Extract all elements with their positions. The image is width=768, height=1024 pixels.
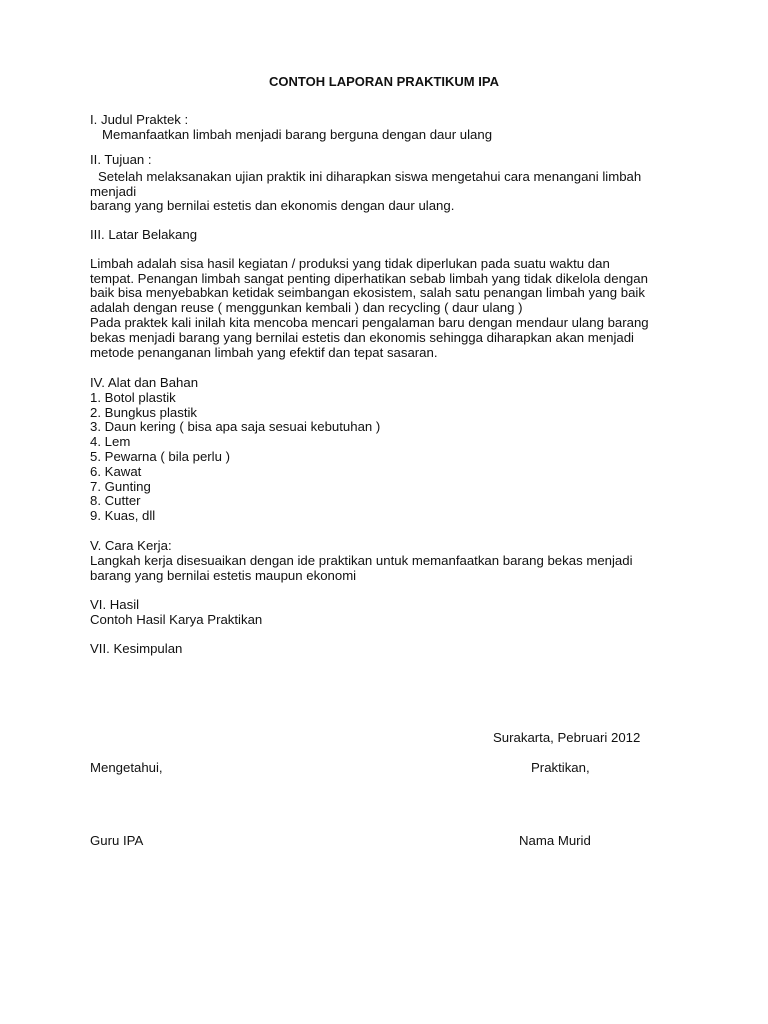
section-kesimpulan <box>90 642 690 657</box>
section-line: barang yang bernilai estetis dan ekonomis dengan daur ulang. <box>90 198 455 214</box>
list-item: 8. Cutter <box>90 493 141 509</box>
section-line: Setelah melaksanakan ujian praktik ini diharapkan siswa mengetahui cara menangani limbah <box>98 168 642 184</box>
list-item: 7. Gunting <box>90 478 151 494</box>
list-item: 3. Daun kering ( bisa apa saja sesuai kebutuhan ) <box>90 419 381 435</box>
section-line: Langkah kerja disesuaikan dengan ide praktikan untuk memanfaatkan barang bekas menjadi <box>90 552 633 568</box>
acknowledged-label: Mengetahui, <box>90 760 163 775</box>
section-line: adalah dengan reuse ( menggunkan kembali ) dan recycling ( daur ulang ) <box>90 300 523 316</box>
section-line: Pada praktek kali inilah kita mencoba mencari pengalaman baru dengan mendaur ulang barang <box>90 314 649 330</box>
section-line: Limbah adalah sisa hasil kegiatan / produksi yang tidak diperlukan pada suatu waktu dan <box>90 255 610 271</box>
section-line: tempat. Penangan limbah sangat penting diperhatikan sebab limbah yang tidak dikelola dengan <box>90 270 648 286</box>
student-name: Nama Murid <box>519 833 591 848</box>
document-title: CONTOH LAPORAN PRAKTIKUM IPA <box>269 74 499 89</box>
section-line: metode penanganan limbah yang efektif dan tepat sasaran. <box>90 344 438 360</box>
section-heading: III. Latar Belakang <box>90 227 198 242</box>
section-hasil <box>90 598 690 628</box>
student-label: Praktikan, <box>531 760 590 775</box>
list-item: 4. Lem <box>90 434 131 450</box>
section-line: barang yang bernilai estetis maupun ekonomi <box>90 567 357 583</box>
list-item: 9. Kuas, dll <box>90 508 156 524</box>
list-item: 1. Botol plastik <box>90 389 176 405</box>
section-heading: VI. Hasil <box>90 597 140 612</box>
section-alat-dan-bahan <box>90 376 690 524</box>
section-cara-kerja <box>90 539 690 583</box>
section-latar-belakang <box>90 228 690 360</box>
section-judul-praktek <box>90 113 690 143</box>
section-heading: I. Judul Praktek : <box>90 112 189 127</box>
section-line: baik bisa menyebabkan ketidak seimbangan ekosistem, salah satu penangan limbah yang baik <box>90 285 645 301</box>
section-text: Memanfaatkan limbah menjadi barang berguna dengan daur ulang <box>102 126 493 142</box>
section-heading: VII. Kesimpulan <box>90 641 183 656</box>
list-item: 5. Pewarna ( bila perlu ) <box>90 448 231 464</box>
teacher-name: Guru IPA <box>90 833 144 848</box>
list-item: 6. Kawat <box>90 463 142 479</box>
section-heading: V. Cara Kerja: <box>90 538 172 553</box>
place-date: Surakarta, Pebruari 2012 <box>493 730 641 745</box>
section-line: bekas menjadi barang yang bernilai estetis dan ekonomis sehingga diharapkan akan menjadi <box>90 329 634 345</box>
section-heading: IV. Alat dan Bahan <box>90 375 199 390</box>
section-heading: II. Tujuan : <box>90 152 152 167</box>
list-item: 2. Bungkus plastik <box>90 404 198 420</box>
section-tujuan <box>90 153 690 214</box>
section-text: Contoh Hasil Karya Praktikan <box>90 611 263 627</box>
section-line: menjadi <box>90 183 137 199</box>
